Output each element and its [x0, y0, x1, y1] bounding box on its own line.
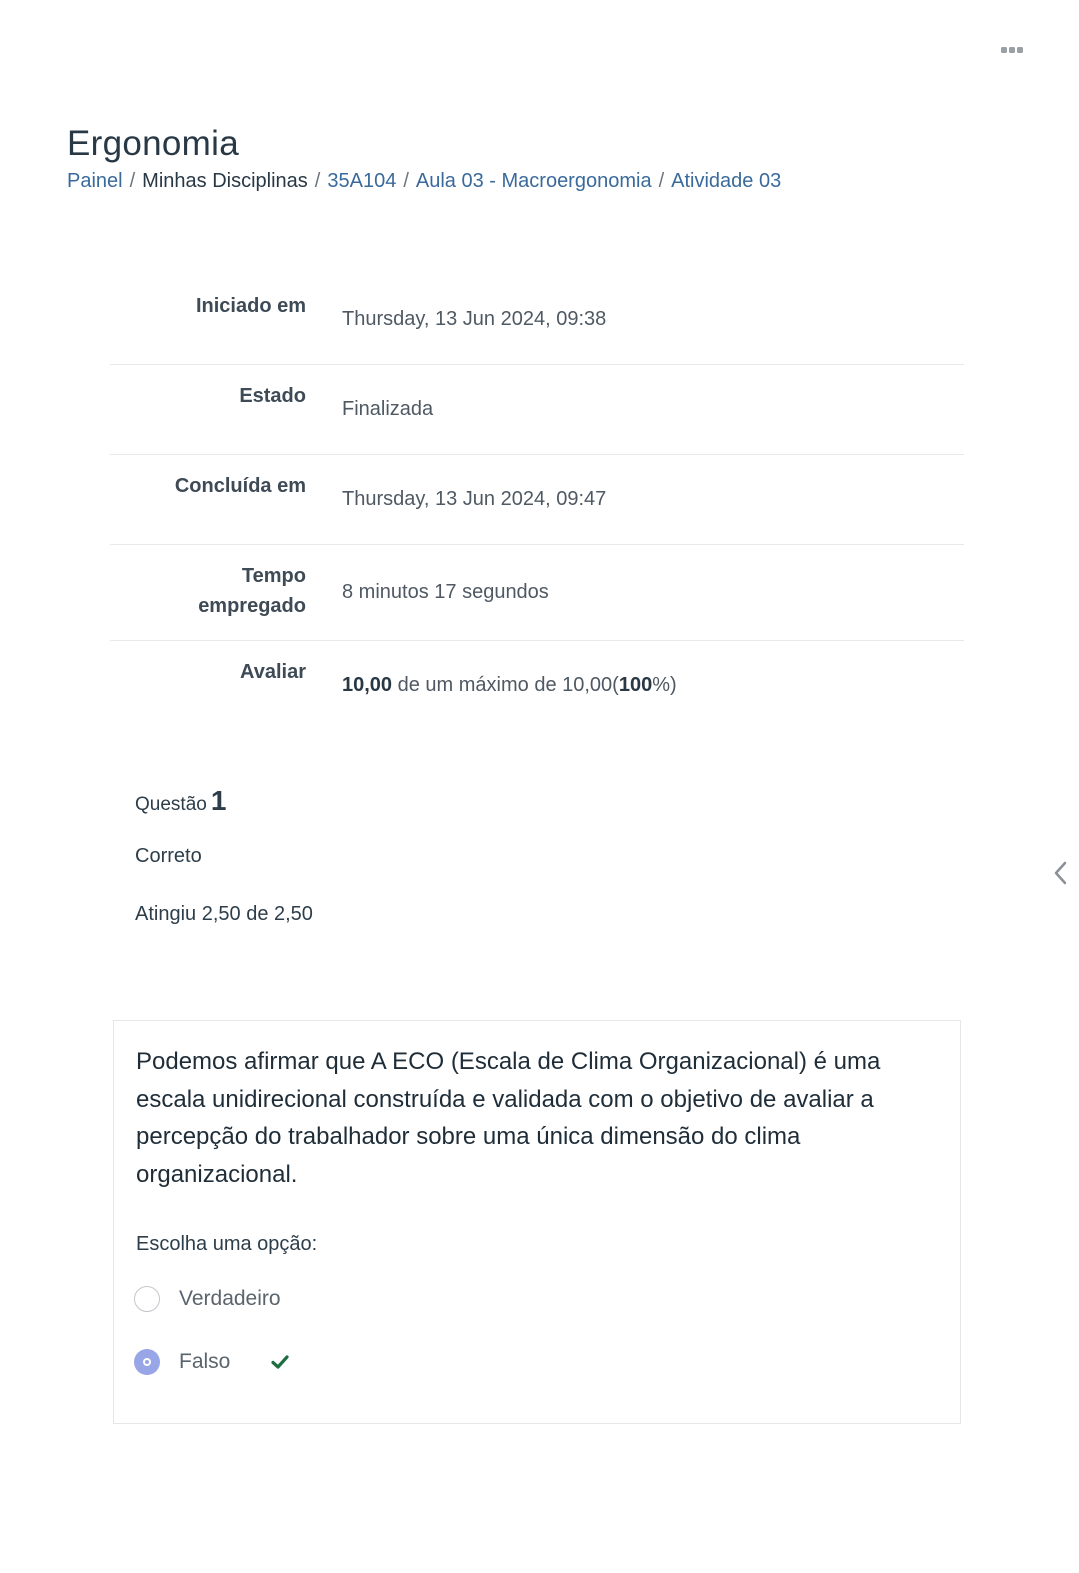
breadcrumb	[67, 170, 781, 193]
summary-row-state	[110, 365, 964, 455]
question-heading-label: Questão	[135, 794, 207, 815]
answer-option-label: Falso	[179, 1350, 231, 1373]
question-text: Podemos afirmar que A ECO (Escala de Clima Organizacional) é uma escala unidirecional construída e validada com o objetivo de avaliar a percepção do trabalhador sobre uma única dimensão do clima organizacional.	[136, 1048, 881, 1188]
summary-label-cell	[110, 365, 322, 454]
summary-row-grade	[110, 641, 964, 721]
summary-label-cell	[110, 545, 322, 640]
grade-middle-text: de um máximo de 10,00(	[392, 674, 619, 696]
attempt-summary-table	[110, 275, 964, 721]
completed-label: Concluída em	[174, 475, 306, 497]
grade-end-text: %)	[652, 674, 677, 696]
breadcrumb-separator: /	[314, 170, 321, 192]
started-value: Thursday, 13 Jun 2024, 09:38	[342, 308, 607, 330]
breadcrumb-painel[interactable]: Painel	[67, 170, 123, 192]
started-label: Iniciado em	[195, 295, 306, 317]
time-taken-value: 8 minutos 17 segundos	[342, 581, 549, 603]
grade-score: 10,00	[342, 674, 393, 696]
chevron-left-icon[interactable]	[1050, 858, 1072, 888]
answer-option-label: Verdadeiro	[179, 1287, 281, 1310]
breadcrumb-separator: /	[403, 170, 409, 192]
state-value: Finalizada	[342, 398, 434, 420]
ellipsis-icon-dot	[1009, 47, 1015, 53]
summary-label-cell	[110, 641, 322, 721]
page-title: Ergonomia	[67, 124, 239, 163]
answer-prompt: Escolha uma opção:	[136, 1233, 318, 1255]
completed-value: Thursday, 13 Jun 2024, 09:47	[342, 488, 607, 510]
state-label: Estado	[239, 385, 306, 407]
answer-option-verdadeiro[interactable]	[134, 1286, 281, 1312]
ellipsis-icon-dot	[1017, 47, 1023, 53]
grade-percent: 100	[618, 674, 653, 696]
summary-label-cell	[110, 275, 322, 364]
summary-row-completed	[110, 455, 964, 545]
radio-button[interactable]	[134, 1286, 160, 1312]
summary-row-started	[110, 275, 964, 365]
time-taken-label	[110, 561, 322, 621]
question-state: Correto	[135, 845, 202, 867]
breadcrumb-separator: /	[129, 170, 136, 192]
grade-value	[322, 641, 964, 721]
answer-option-falso[interactable]	[134, 1349, 290, 1375]
question-heading	[135, 785, 313, 817]
summary-row-time-taken	[110, 545, 964, 641]
time-taken-label-line1: Tempo	[241, 565, 306, 587]
check-icon	[270, 1352, 290, 1372]
more-options-menu[interactable]	[996, 38, 1028, 62]
breadcrumb-minhas-disciplinas: Minhas Disciplinas	[142, 170, 308, 192]
ellipsis-icon	[1001, 47, 1007, 53]
breadcrumb-lesson[interactable]: Aula 03 - Macroergonomia	[415, 170, 652, 192]
question-info	[135, 785, 313, 926]
question-number: 1	[210, 785, 227, 816]
time-taken-label-line2: empregado	[198, 595, 306, 617]
question-grade: Atingiu 2,50 de 2,50	[135, 903, 313, 925]
breadcrumb-course-code[interactable]: 35A104	[327, 170, 397, 192]
radio-button-selected[interactable]	[134, 1349, 160, 1375]
grade-label: Avaliar	[240, 661, 306, 683]
summary-label-cell	[110, 455, 322, 544]
breadcrumb-separator: /	[658, 170, 665, 192]
question-content-box	[113, 1020, 961, 1424]
breadcrumb-activity[interactable]: Atividade 03	[671, 170, 782, 192]
